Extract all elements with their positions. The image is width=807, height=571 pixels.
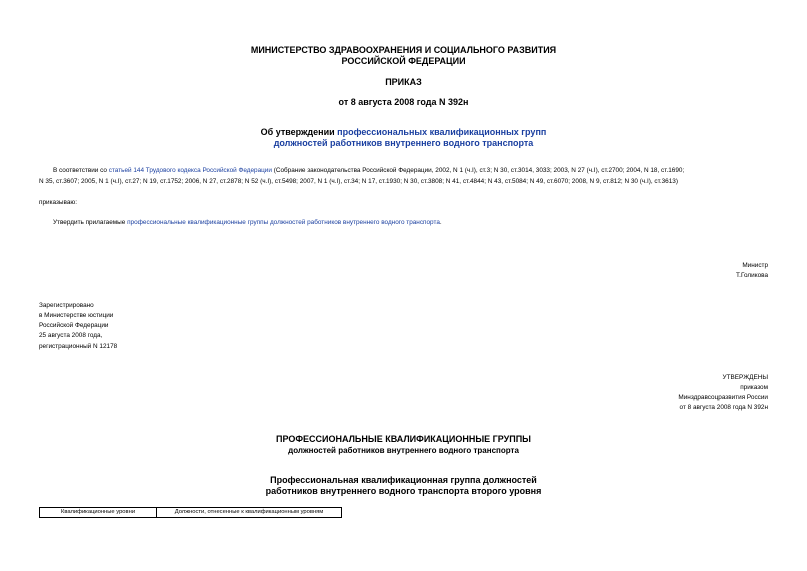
qualification-groups-link[interactable]: профессиональные квалификационные группы должностей работников внутреннего водного транспорта [127, 219, 440, 226]
order-title-line1 [0, 127, 807, 138]
preamble-prefix: В соответствии со [53, 167, 109, 174]
section-subtitle-line2: работников внутреннего водного транспорта второго уровня [265, 486, 542, 496]
order-title-link-part2[interactable]: должностей работников внутреннего водного транспорта [273, 138, 534, 148]
registration-line3: Российской Федерации [39, 322, 109, 329]
preamble-rest: (Собрание законодательства Российской Федерации, 2002, N 1 (ч.I), ст.3; N 30, ст.3014, 3033; 2003, N 27 (ч.I), ст.2700; 2004, N 18, ст.1690; [271, 167, 685, 174]
order-word: приказываю: [39, 199, 77, 206]
table-header-positions: Должности, отнесенные к квалификационным уровням [157, 508, 342, 518]
preamble-line2: N 35, ст.3607; 2005, N 1 (ч.I), ст.27; N 19, ст.1752; 2006, N 27, ст.2878; N 52 (ч.I), ст.5498; 2007, N 1 (ч.I), ст.34; N 17, ст.1930; N 30, ст.3808; N 41, ст.4844; N 43, ст.5084; N 49, ст.6070; 2008, N 9, ст.812; N 30 (ч.I), ст.3613) [39, 178, 678, 185]
order-title-link-part1[interactable]: профессиональных квалификационных групп [337, 127, 547, 137]
table-header-row [40, 508, 342, 518]
approve-prefix: Утвердить прилагаемые [53, 219, 128, 226]
table-header-levels: Квалификационные уровни [40, 508, 157, 518]
approve-paragraph [53, 218, 442, 228]
approve-suffix: . [439, 219, 442, 226]
ministry-title-line2: РОССИЙСКОЙ ФЕДЕРАЦИИ [341, 56, 466, 66]
qualification-table [39, 507, 342, 518]
registration-line4: 25 августа 2008 года, [39, 332, 103, 339]
ministry-title-line1: МИНИСТЕРСТВО ЗДРАВООХРАНЕНИЯ И СОЦИАЛЬНОГО РАЗВИТИЯ [250, 45, 557, 55]
approval-line2: приказом [740, 384, 768, 391]
document-type: ПРИКАЗ [385, 77, 422, 87]
registration-line1: Зарегистрировано [39, 302, 94, 309]
approval-line3: Минздравсоцразвития России [678, 394, 768, 401]
approval-line1: УТВЕРЖДЕНЫ [722, 374, 768, 381]
preamble-line1 [53, 166, 783, 176]
labor-code-link[interactable]: статьей 144 Трудового кодекса Российской Федерации [108, 167, 272, 174]
registration-line5: регистрационный N 12178 [39, 343, 118, 350]
section-subtitle-line1: Профессиональная квалификационная группа должностей [270, 475, 537, 485]
registration-line2: в Министерстве юстиции [39, 312, 114, 319]
section-title-line2: должностей работников внутреннего водного транспорта [288, 446, 519, 455]
section-title-line1: ПРОФЕССИОНАЛЬНЫЕ КВАЛИФИКАЦИОННЫЕ ГРУППЫ [276, 434, 531, 444]
document-date-number: от 8 августа 2008 года N 392н [338, 97, 469, 107]
approval-line4: от 8 августа 2008 года N 392н [679, 404, 768, 411]
signature-position: Министр [742, 262, 768, 269]
signature-name: Т.Голикова [735, 272, 768, 279]
order-title-prefix: Об утверждении [260, 127, 338, 137]
